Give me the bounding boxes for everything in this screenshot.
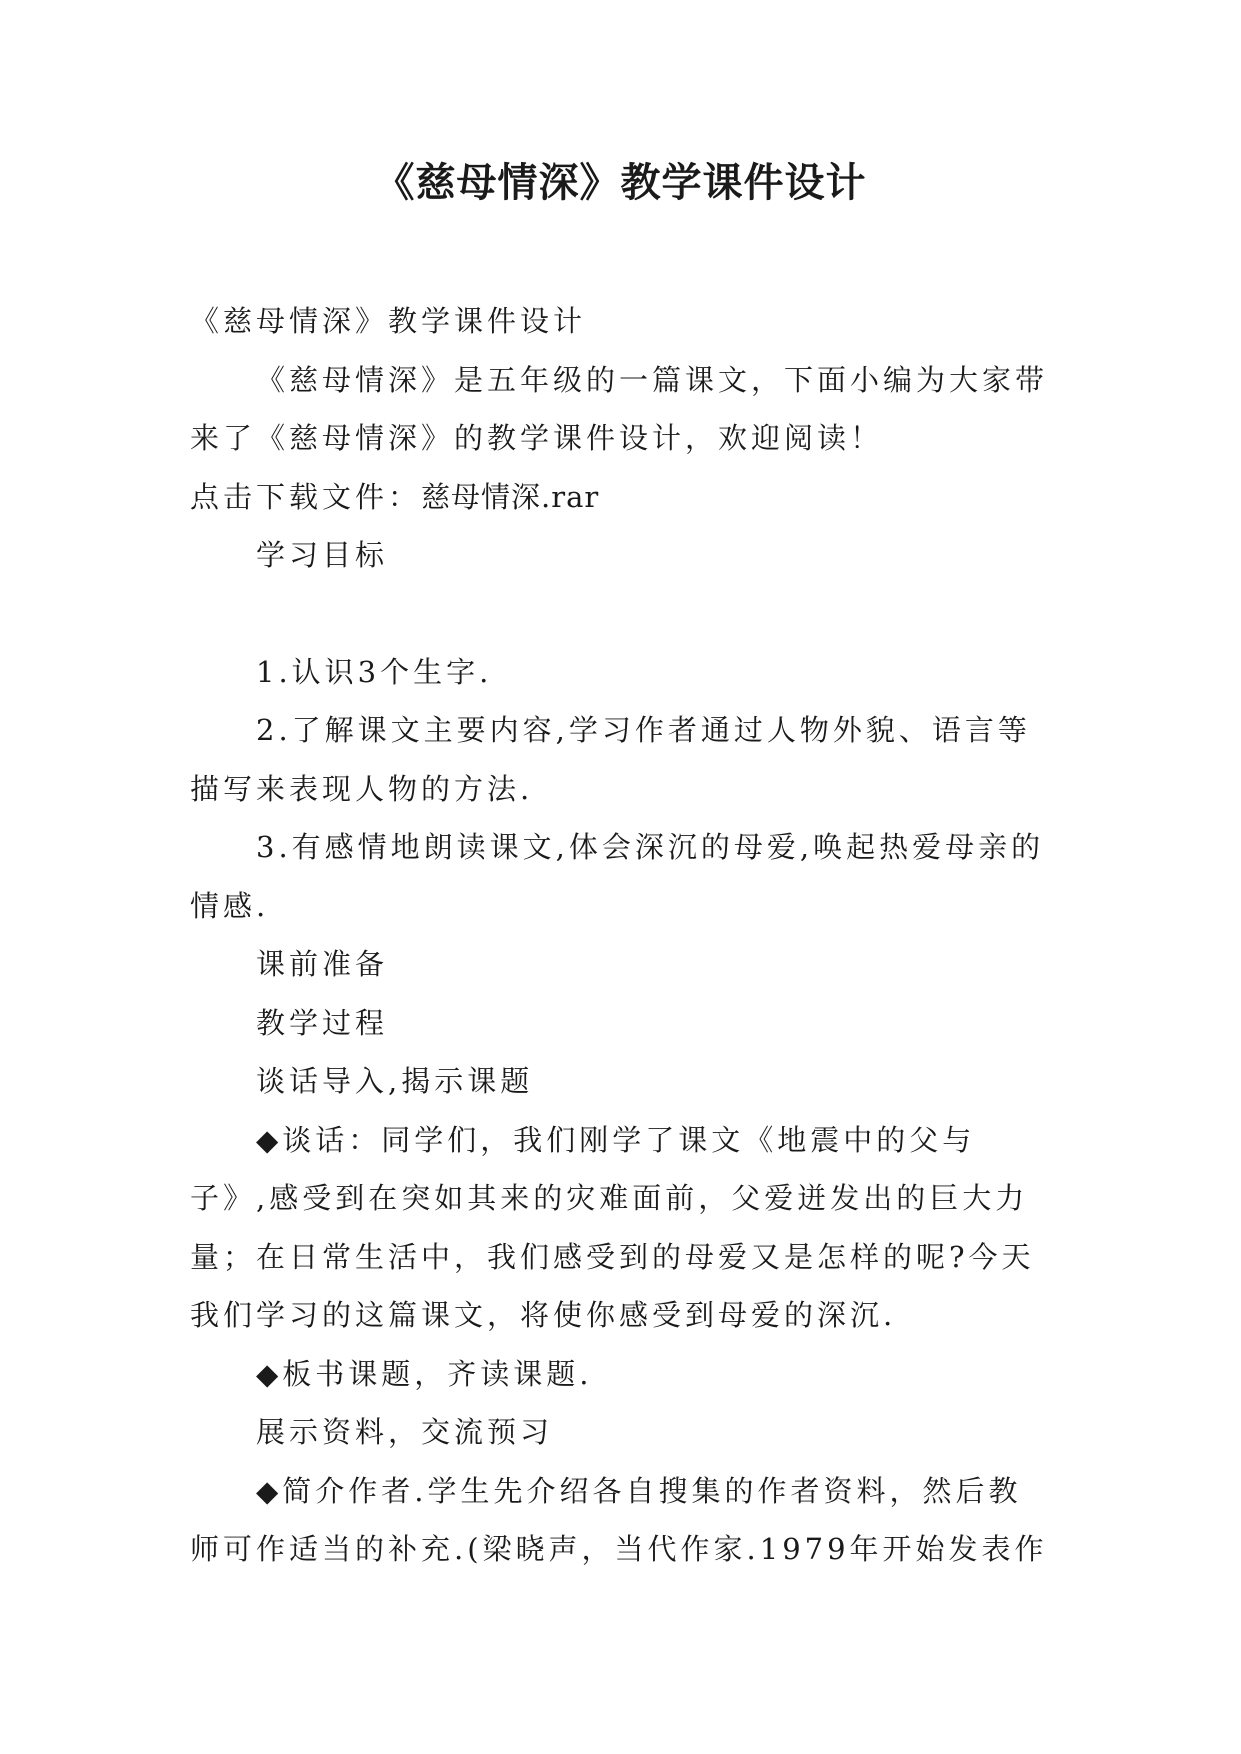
talk-paragraph: ◆谈话：同学们，我们刚学了课文《地震中的父与子》,感受到在突如其来的灾难面前，父爱迸发出的巨大力量；在日常生活中，我们感受到的母爱又是怎样的呢?今天我们学习的这篇课文，将使你感受到母爱的深沉. [190,1122,1035,1332]
author-intro-paragraph: ◆简介作者.学生先介绍各自搜集的作者资料，然后教师可作适当的补充.(梁晓声，当代作家.1979年开始发表作 [190,1473,1048,1566]
goal-item-1: 1.认识3个生字. [256,654,493,689]
download-file-link[interactable]: 慈母情深.rar [421,479,600,514]
prep-heading: 课前准备 [256,947,389,981]
goal-item-2: 2.了解课文主要内容,学习作者通过人物外貌、语言等描写来表现人物的方法. [190,713,1031,806]
paragraph-gap [190,585,1050,643]
document-body [190,292,1050,1579]
intro-paragraph: 《慈母情深》是五年级的一篇课文，下面小编为大家带来了《慈母情深》的教学课件设计，欢迎阅读！ [190,362,1049,455]
process-heading: 教学过程 [256,1005,389,1040]
goal-item-3: 3.有感情地朗读课文,体会深沉的母爱,唤起热爱母亲的情感. [190,830,1045,923]
section-heading-materials: 展示资料，交流预习 [256,1415,554,1449]
document-title: 《慈母情深》教学课件设计 [374,160,867,206]
board-paragraph: ◆板书课题，齐读课题. [256,1356,593,1391]
download-line [190,468,1050,527]
section-heading-intro-talk: 谈话导入,揭示课题 [256,1064,534,1098]
subtitle: 《慈母情深》教学课件设计 [190,304,587,338]
goals-heading: 学习目标 [256,538,389,572]
download-prefix: 点击下载文件： [190,479,422,514]
